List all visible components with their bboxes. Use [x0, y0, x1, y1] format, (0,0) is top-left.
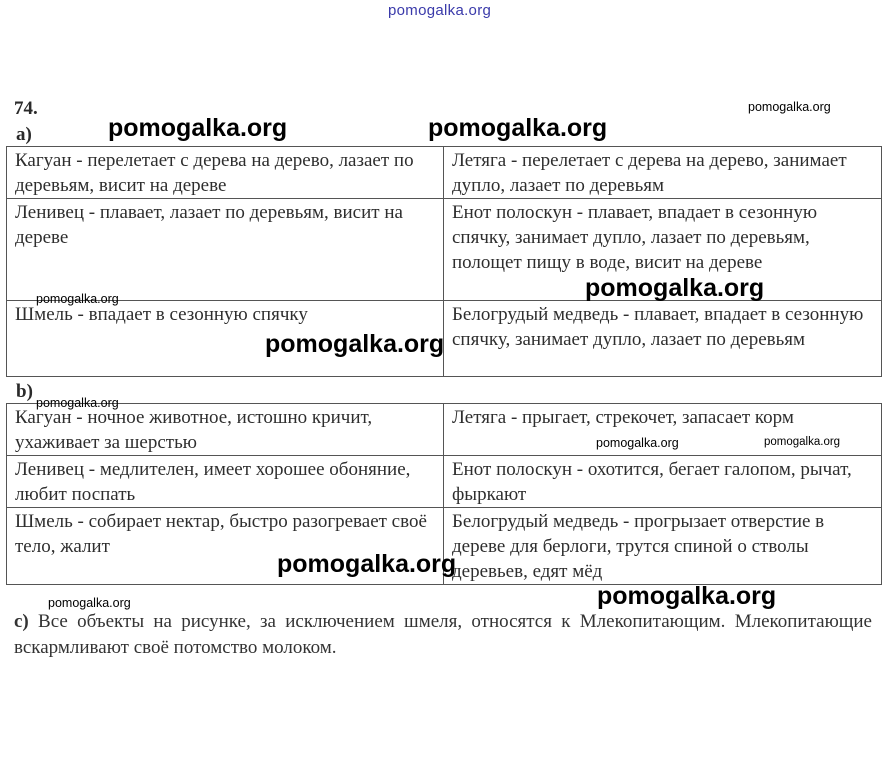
- table-cell: Летяга - прыгает, стрекочет, запасает корм: [444, 404, 882, 456]
- watermark: pomogalka.org: [748, 100, 831, 114]
- table-row: [7, 404, 882, 456]
- table-cell: Ленивец - плавает, лазает по деревьям, висит на дереве: [7, 199, 444, 301]
- table-cell: Ленивец - медлителен, имеет хорошее обоняние, любит поспать: [7, 456, 444, 508]
- table-cell: Белогрудый медведь - прогрызает отверстие в дереве для берлоги, трутся спиной о стволы деревьев, едят мёд: [444, 508, 882, 585]
- watermark: pomogalka.org: [596, 436, 679, 450]
- table-cell: Шмель - собирает нектар, быстро разогревает своё тело, жалит: [7, 508, 444, 585]
- table-cell: Кагуан - ночное животное, истошно кричит, ухаживает за шерстью: [7, 404, 444, 456]
- section-c-paragraph: [14, 609, 872, 661]
- table-cell: Енот полоскун - охотится, бегает галопом, рычат, фыркают: [444, 456, 882, 508]
- section-b-label: b): [16, 381, 33, 402]
- watermark: pomogalka.org: [277, 550, 457, 578]
- table-cell: Кагуан - перелетает с дерева на дерево, лазает по деревьям, висит на дереве: [7, 147, 444, 199]
- watermark: pomogalka.org: [597, 582, 777, 610]
- watermark: pomogalka.org: [108, 114, 288, 142]
- watermark: pomogalka.org: [48, 596, 131, 610]
- watermark: pomogalka.org: [36, 396, 119, 410]
- section-a-label: a): [16, 124, 32, 145]
- watermark: pomogalka.org: [585, 274, 765, 302]
- watermark: pomogalka.org: [428, 114, 608, 142]
- watermark: pomogalka.org: [764, 436, 841, 448]
- table-row: [7, 456, 882, 508]
- table-row: [7, 147, 882, 199]
- watermark: pomogalka.org: [265, 330, 445, 358]
- task-number: 74.: [14, 98, 38, 119]
- table-cell: Белогрудый медведь - плавает, впадает в сезонную спячку, занимает дупло, лазает по деревьям: [444, 301, 882, 377]
- site-link[interactable]: pomogalka.org: [388, 2, 492, 19]
- watermark: pomogalka.org: [36, 292, 119, 306]
- section-c-text: Все объекты на рисунке, за исключением шмеля, относятся к Млекопитающим. Млекопитающие вскармливают своё потомство молоком.: [14, 611, 872, 658]
- section-c-label: c): [14, 611, 29, 632]
- table-cell: Летяга - перелетает с дерева на дерево, занимает дупло, лазает по деревьям: [444, 147, 882, 199]
- table-cell: Енот полоскун - плавает, впадает в сезонную спячку, занимает дупло, лазает по деревьям, полощет пищу в воде, висит на дереве: [444, 199, 882, 301]
- table-cell: Шмель - впадает в сезонную спячку: [7, 301, 444, 377]
